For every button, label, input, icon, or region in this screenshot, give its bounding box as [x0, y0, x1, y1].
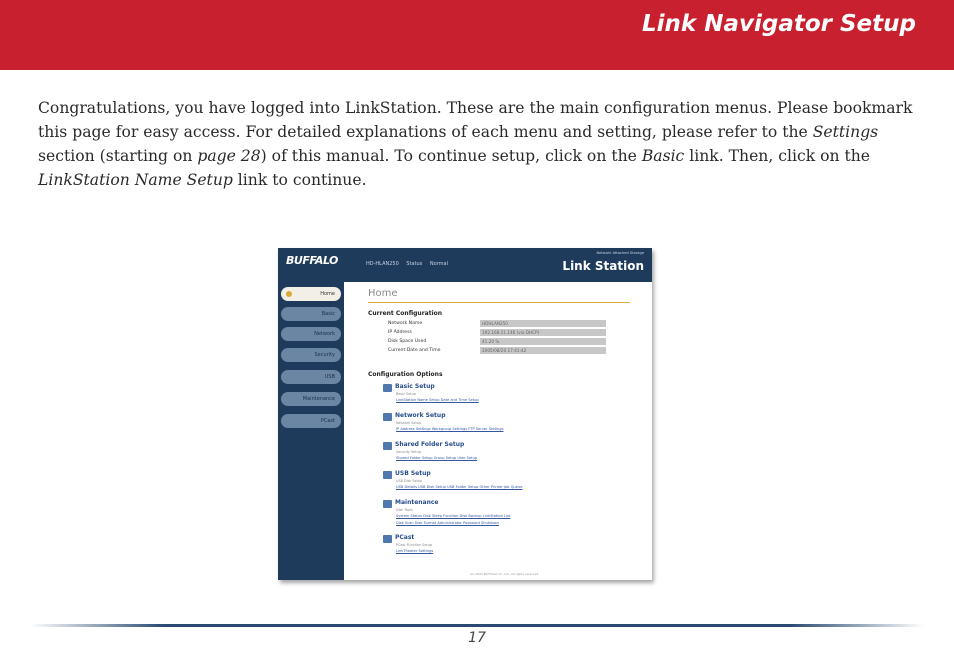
option-sub: Network Setup: [396, 421, 422, 425]
nav-link[interactable]: Status: [406, 261, 423, 267]
buffalo-logo: BUFFALO: [286, 254, 338, 267]
option-title[interactable]: PCast: [395, 534, 415, 541]
intro-text: ) of this manual. To continue setup, click on the: [260, 147, 642, 165]
sidebar-item-usb[interactable]: USB: [281, 370, 341, 384]
folder-icon: [383, 413, 392, 421]
nav-link[interactable]: HD-HLAN250: [366, 261, 399, 267]
title-divider: [368, 302, 630, 303]
name-setup-ref: LinkStation Name Setup: [38, 171, 233, 189]
config-value: 41.20 %: [480, 338, 606, 345]
config-label: Disk Space Used: [388, 339, 427, 344]
option-links[interactable]: Shared Folder Setup Group Setup User Setup: [396, 456, 478, 460]
intro-text: section (starting on: [38, 147, 198, 165]
sidebar-item-pcast[interactable]: PCast: [281, 414, 341, 428]
option-sub: USB Disk Setup: [396, 479, 423, 483]
basic-ref: Basic: [641, 147, 685, 165]
folder-icon: [383, 500, 392, 508]
option-title[interactable]: Network Setup: [395, 412, 446, 419]
config-value: HDHLAN250: [480, 320, 606, 327]
config-label: Network Name: [388, 321, 423, 326]
config-label: Current Date and Time: [388, 348, 441, 353]
option-links[interactable]: USB Details USB Disk Setup USB Folder Setup Other Printer Job Queue: [396, 485, 523, 489]
settings-ref: Settings: [812, 123, 879, 141]
footer-rule: [30, 624, 924, 627]
intro-text: link to continue.: [232, 171, 367, 189]
config-label: IP Address: [388, 330, 412, 335]
sidebar-item-security[interactable]: Security: [281, 348, 341, 362]
folder-icon: [383, 535, 392, 543]
sidebar: [278, 282, 344, 580]
option-links[interactable]: LinkStation Name Setup Date and Time Setup: [396, 398, 479, 402]
option-title[interactable]: Maintenance: [395, 499, 439, 506]
sidebar-item-maintenance[interactable]: Maintenance: [281, 392, 341, 406]
linkstation-screenshot: [278, 248, 652, 580]
option-sub: PCast Function Setup: [396, 543, 433, 547]
page-number: 17: [468, 630, 486, 646]
option-links[interactable]: Disk Scan Disk Format Administrator Password Shutdown: [396, 521, 499, 525]
intro-text: link. Then, click on the: [684, 147, 871, 165]
current-config-heading: Current Configuration: [368, 310, 443, 317]
header-banner: [0, 0, 954, 70]
sidebar-item-basic[interactable]: Basic: [281, 307, 341, 321]
config-value: 2005/08/20 17:41:42: [480, 347, 606, 354]
folder-icon: [383, 384, 392, 392]
page-title: Link Navigator Setup: [642, 11, 916, 37]
home-title: Home: [368, 288, 398, 299]
linkstation-logo-sub: Network Attached Storage: [596, 251, 644, 255]
config-options-heading: Configuration Options: [368, 371, 443, 378]
folder-icon: [383, 442, 392, 450]
option-title[interactable]: Basic Setup: [395, 383, 435, 390]
option-title[interactable]: Shared Folder Setup: [395, 441, 465, 448]
main-content: [350, 282, 646, 578]
option-sub: Basic Setup: [396, 392, 416, 396]
screenshot-header: [278, 248, 652, 282]
intro-paragraph: [38, 96, 918, 192]
option-links[interactable]: System Status Disk Sleep Function Disk Backup LinkStation List: [396, 514, 511, 518]
header-nav: [366, 261, 454, 267]
option-sub: Disk Tools: [396, 508, 413, 512]
nav-link[interactable]: Normal: [429, 261, 448, 267]
home-icon: [286, 291, 292, 297]
sidebar-item-home[interactable]: Home: [281, 287, 341, 301]
copyright: (C) 2005 BUFFALO Co.,Ltd. All rights reserved.: [470, 572, 540, 576]
sidebar-item-network[interactable]: Network: [281, 327, 341, 341]
option-links[interactable]: LinkTheater Settings: [396, 549, 434, 553]
folder-icon: [383, 471, 392, 479]
config-value: 192.168.11.146 (via DHCP): [480, 329, 606, 336]
page-ref: page 28: [197, 147, 261, 165]
linkstation-logo: Link Station: [562, 259, 644, 273]
intro-text: Congratulations, you have logged into LinkStation. These are the main configuration menus. Please bookmark this page for easy access. For detailed explanations of each menu and setting, please refer to the: [38, 99, 913, 141]
option-links[interactable]: IP Address Settings Workgroup Settings FTP Server Settings: [396, 427, 504, 431]
option-sub: Security Setup: [396, 450, 421, 454]
option-title[interactable]: USB Setup: [395, 470, 431, 477]
